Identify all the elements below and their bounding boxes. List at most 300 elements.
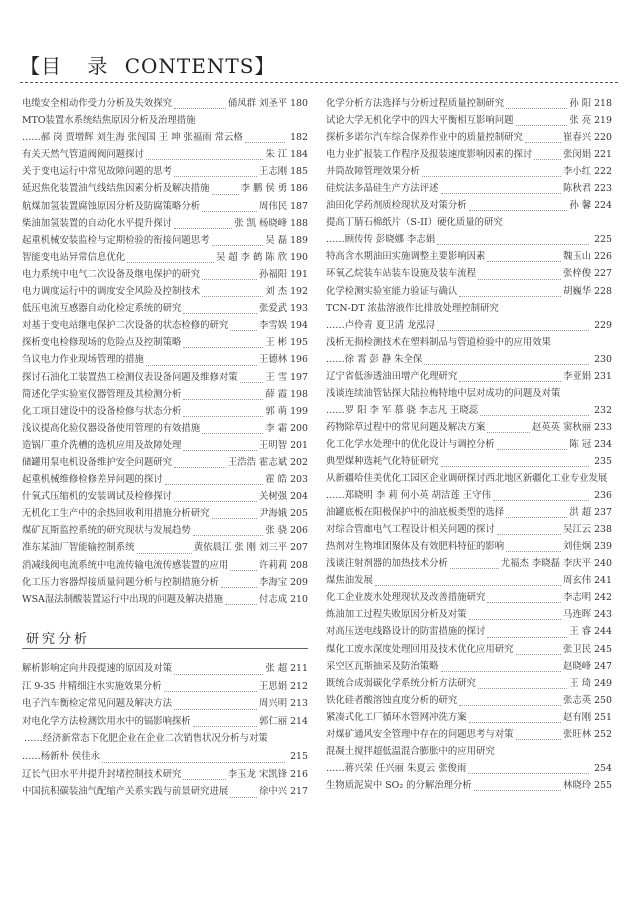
toc-entry-title: 浅议提高化验仪器设备使用管理的有效措施 — [22, 422, 201, 434]
toc-entry[interactable] — [326, 265, 612, 282]
toc-entry-title: 煤焦油发展 — [326, 575, 373, 587]
dot-leader — [202, 266, 257, 280]
toc-entry-authors: 魏玉山 — [562, 251, 592, 263]
toc-entry-authors: 张 超 — [265, 663, 288, 674]
toc-entry-page: 236 — [594, 490, 612, 502]
toc-entry-page: 252 — [594, 728, 612, 740]
toc-entry-authors: 王 雪 — [265, 371, 288, 383]
toc-entry[interactable] — [22, 369, 308, 386]
toc-entry-page: 244 — [594, 626, 612, 638]
toc-entry-title: 化学分析方法选择与分析过程质量控制研究 — [326, 98, 505, 109]
toc-entry-authors: 张 凯 杨晓峰 — [234, 217, 288, 229]
toc-entry-title: 对煤矿通风安全管理中存在的问题思考与对策 — [326, 728, 514, 740]
toc-entry-page: 254 — [594, 762, 612, 774]
toc-entry-title: 炼油加工过程失败原因分析及对策 — [326, 609, 467, 621]
toc-entry-page: 199 — [290, 405, 308, 417]
toc-entry-page: 240 — [594, 558, 612, 570]
toc-entry[interactable] — [326, 402, 612, 419]
toc-entry-title: 化学检测实验室能力验证与确认 — [326, 285, 458, 297]
toc-entry[interactable] — [22, 591, 308, 608]
toc-entry-authors: 郭 萌 — [265, 405, 288, 417]
dot-leader — [441, 180, 561, 194]
toc-entry[interactable] — [326, 675, 612, 692]
toc-entry[interactable] — [22, 660, 308, 678]
toc-entry-authors: 赵晓峰 — [562, 660, 592, 672]
toc-entry-title: 化工化学水处理中的优化设计与调控分析 — [326, 438, 495, 450]
dot-leader — [478, 675, 567, 689]
toc-entry-title: 特高含水期油田实施调整主要影响因素 — [326, 251, 486, 263]
toc-entry-title: TCN-DT 浓盐溶液作比排放处理控制研究 — [326, 302, 499, 314]
toc-entry[interactable] — [326, 368, 612, 385]
toc-entry-page: 186 — [290, 183, 308, 195]
toc-entry-title: ……卢伶青 夏卫清 龙泓浔 — [326, 319, 436, 331]
toc-entry-title: 探析多诺尔汽车综合保养作业中的质量控制研究 — [326, 132, 523, 144]
toc-entry-authors: 王 睿 — [569, 626, 592, 638]
toc-entry[interactable] — [326, 606, 612, 623]
toc-entry-title: ……蒋兴荣 任兴丽 朱夏云 张俊雨 — [326, 762, 467, 774]
dot-leader — [202, 198, 257, 212]
toc-entry-authors: 霍 皓 — [265, 474, 288, 486]
bracket-close: 】 — [254, 54, 276, 78]
toc-entry-title: 关于变电运行中常见故障问题的思考 — [22, 166, 173, 178]
toc-entry-authors: 薛 霞 — [265, 388, 288, 400]
toc-entry[interactable] — [326, 317, 612, 334]
toc-entry[interactable] — [22, 215, 308, 232]
toc-entry[interactable] — [22, 488, 308, 505]
dot-leader — [480, 402, 589, 416]
toc-entry-page: 208 — [290, 559, 308, 571]
toc-entry[interactable] — [22, 146, 308, 163]
toc-entry-title: 浅谈注射剂器的加热技术分析 — [326, 558, 448, 570]
toc-entry[interactable] — [22, 539, 308, 556]
dot-leader — [441, 453, 590, 467]
dot-leader — [525, 129, 561, 143]
toc-entry[interactable] — [22, 266, 308, 283]
dot-leader — [437, 231, 589, 245]
dot-leader — [146, 146, 263, 160]
toc-entry-page: 222 — [594, 166, 612, 178]
toc-entry-page: 213 — [290, 698, 308, 710]
toc-entry-title: 航煤加氢装置腐蚀原因分析及防腐策略分析 — [22, 200, 201, 212]
toc-entry-title: 对高压送电线路设计的防雷措施的探讨 — [326, 626, 486, 638]
toc-entry-title: 铁化硅者酸溶蚀直度分析的研究 — [326, 694, 458, 706]
toc-entry-title: 无机化工生产中的余热回收利用措施分析研究 — [22, 508, 210, 520]
toc-entry-title: 探析变电检修现场的危险点及控制策略 — [22, 337, 182, 349]
toc-entry[interactable] — [326, 641, 612, 658]
toc-entry-authors: 王志刚 — [258, 166, 288, 178]
dot-leader — [212, 180, 239, 194]
dot-leader — [437, 317, 589, 331]
toc-entry-page: 194 — [290, 320, 308, 332]
toc-entry-authors: 张闵娟 — [562, 149, 592, 161]
toc-entry-title: ……罗 阳 李 军 慕 骁 李志凡 王晓蕊 — [326, 404, 479, 416]
toc-entry[interactable] — [22, 386, 308, 403]
toc-entry-authors: 李海宝 — [258, 576, 288, 588]
toc-entry-title: 电力业扩报装工作程序及报装速度影响因素的探讨 — [326, 149, 533, 161]
toc-entry[interactable] — [22, 574, 308, 591]
toc-entry[interactable] — [22, 283, 308, 300]
dot-leader — [516, 726, 561, 740]
toc-entry-authors: 陈 冠 — [569, 438, 592, 450]
toc-entry[interactable] — [22, 522, 308, 539]
toc-entry[interactable] — [22, 766, 308, 784]
right-column — [326, 95, 612, 794]
toc-entry[interactable] — [326, 351, 612, 368]
left-column-bottom — [22, 660, 308, 801]
toc-entry-title: ……经济新常态下化肥企业在企业二次销售状况分析与对策 — [24, 733, 268, 745]
toc-entry-authors: 林晓玲 — [562, 779, 592, 791]
toc-entry[interactable] — [326, 470, 612, 487]
toc-entry-title: 辽长气田水平井提升封堵控制技术研究 — [22, 768, 182, 780]
toc-entry-title: 油田化学药剂质检现状及对策分析 — [326, 200, 467, 212]
toc-entry-title: 提高丁腈石棉纸片（S-II）硬化质量的研究 — [326, 217, 503, 229]
dot-leader — [174, 163, 257, 177]
toc-entry-title: 起重机械安装监检与定期检验的衔接问题思考 — [22, 234, 210, 246]
toc-entry[interactable] — [326, 283, 612, 300]
toc-entry[interactable] — [22, 317, 308, 334]
toc-entry-authors: 张志英 — [562, 694, 592, 706]
dot-leader — [230, 317, 257, 331]
toc-entry[interactable] — [22, 249, 308, 266]
toc-entry-title: 智能变电站异常信息优化 — [22, 251, 126, 263]
toc-entry-page: 198 — [290, 388, 308, 400]
toc-entry-title: 药物除草过程中的常见问题及解决方案 — [326, 421, 486, 433]
dot-leader — [493, 487, 589, 501]
dot-leader — [450, 555, 499, 569]
toc-entry[interactable] — [22, 300, 308, 317]
toc-entry[interactable] — [22, 471, 308, 488]
toc-entry-authors: 李 鹏 侯 勇 — [240, 183, 288, 195]
toc-entry-title: 延迟焦化装置油气线结焦因素分析及解决措施 — [22, 183, 210, 195]
toc-entry[interactable] — [326, 197, 612, 214]
toc-entry[interactable] — [22, 678, 308, 696]
toc-entry[interactable] — [326, 334, 612, 351]
toc-entry[interactable] — [326, 589, 612, 606]
toc-entry-title: MTO装置水系统结焦原因分析及治理措施 — [22, 115, 196, 127]
toc-entry[interactable] — [326, 146, 612, 163]
toc-entry[interactable] — [22, 437, 308, 454]
dot-leader — [183, 403, 263, 417]
toc-entry-authors: 孙 阳 — [569, 98, 592, 109]
toc-entry-page: 229 — [594, 319, 612, 331]
toc-entry-page: 224 — [594, 200, 612, 212]
toc-entry[interactable] — [22, 505, 308, 522]
toc-entry-page: 251 — [594, 711, 612, 723]
toc-entry[interactable] — [22, 713, 308, 731]
toc-entry-page: 214 — [290, 715, 308, 727]
toc-entry-title: 解析影响定向井段提速的原因及对策 — [22, 663, 173, 674]
toc-entry-authors: 许莉莉 — [258, 559, 288, 571]
toc-entry-title: ……徐 霄 彭 静 朱全保 — [326, 353, 423, 365]
toc-entry[interactable] — [22, 783, 308, 801]
toc-entry-page: 233 — [594, 421, 612, 433]
toc-entry[interactable] — [326, 385, 612, 402]
toc-entry-page: 215 — [290, 750, 308, 762]
toc-entry-title: 消减线阀电流系统中电流传输电流传感装置的应用 — [22, 559, 229, 571]
toc-entry-page: 249 — [594, 677, 612, 689]
toc-entry-authors: 陈秋君 — [562, 183, 592, 195]
toc-entry[interactable] — [22, 95, 308, 112]
toc-entry[interactable] — [326, 487, 612, 504]
toc-entry-authors: 李雪娱 — [258, 320, 288, 332]
toc-entry-title: 生物质泥炭中 SO₂ 的分解治理分析 — [326, 779, 472, 791]
toc-entry[interactable] — [22, 420, 308, 437]
dot-leader — [506, 538, 561, 552]
toc-entry[interactable] — [22, 748, 308, 766]
dot-leader — [375, 572, 561, 586]
toc-entry-page: 189 — [290, 234, 308, 246]
dot-leader — [240, 369, 264, 383]
toc-entry-page: 250 — [594, 694, 612, 706]
toc-entry-authors: 刘佳炯 — [562, 541, 592, 553]
toc-entry-authors: 周玄伟 — [562, 575, 592, 587]
toc-entry-title: 简述化学实验室仪器管理及其检测分析 — [22, 388, 182, 400]
left-column-top — [22, 95, 308, 608]
dot-leader — [183, 386, 263, 400]
toc-entry-page: 204 — [290, 491, 308, 503]
toc-entry-authors: 李 霜 — [265, 422, 288, 434]
toc-entry-authors: 刘 杰 — [265, 286, 288, 298]
toc-entry-page: 197 — [290, 371, 308, 383]
toc-entry-page: 195 — [290, 337, 308, 349]
toc-entry-authors: 赵英英 窦秋丽 — [531, 421, 592, 433]
toc-entry-authors: 王德林 — [258, 354, 288, 366]
toc-entry-page: 255 — [594, 779, 612, 791]
header-divider — [20, 82, 618, 83]
toc-entry-page: 241 — [594, 575, 612, 587]
toc-entry-page: 225 — [594, 234, 612, 246]
toc-entry[interactable] — [326, 538, 612, 555]
toc-entry[interactable] — [22, 232, 308, 249]
dot-leader — [441, 658, 561, 672]
section-divider — [22, 648, 308, 649]
toc-entry-page: 232 — [594, 404, 612, 416]
toc-entry[interactable] — [326, 572, 612, 589]
toc-entry-authors: 黄依晨江 张 刚 刘三平 — [193, 542, 288, 554]
toc-entry[interactable] — [326, 726, 612, 743]
toc-entry-authors: 马连晖 — [562, 609, 592, 621]
toc-entry-authors: 张旺林 — [562, 728, 592, 740]
toc-entry-title: 起重机械维修检修差异问题的探讨 — [22, 474, 163, 486]
toc-entry-page: 210 — [290, 593, 308, 605]
toc-entry-page: 239 — [594, 541, 612, 553]
dot-leader — [469, 197, 568, 211]
toc-entry-page: 207 — [290, 542, 308, 554]
toc-entry-title: ……杨新朴 侯佳永 — [22, 750, 100, 762]
toc-entry[interactable] — [326, 163, 612, 180]
toc-entry-title: 电力系统中电气二次设备及继电保护的研究 — [22, 268, 201, 280]
toc-entry-authors: 吴 磊 — [265, 234, 288, 246]
toc-entry-authors: 王明智 — [258, 439, 288, 451]
toc-entry-title: 造锅厂重介洗槽的选机应用及故障处理 — [22, 439, 182, 451]
toc-entry[interactable] — [326, 419, 612, 436]
toc-entry-authors: 崔春兴 — [562, 132, 592, 144]
dot-leader — [164, 678, 257, 693]
toc-entry[interactable] — [22, 695, 308, 713]
contents-header — [20, 50, 275, 79]
toc-entry-page: 237 — [594, 507, 612, 519]
toc-entry-page: 182 — [290, 132, 308, 144]
toc-entry[interactable] — [326, 436, 612, 453]
toc-entry-page: 203 — [290, 474, 308, 486]
toc-entry-authors: 李志明 — [562, 592, 592, 604]
toc-entry-authors: 李玉龙 宋凯锋 — [227, 768, 288, 780]
dot-leader — [469, 606, 561, 620]
toc-entry-page: 180 — [290, 98, 308, 109]
toc-entry-authors: 尤福杰 李晓磊 李庆平 — [500, 558, 592, 570]
toc-entry-title: 典型煤种选耗气化特征研究 — [326, 455, 439, 467]
toc-entry-page: 234 — [594, 438, 612, 450]
toc-entry[interactable] — [326, 231, 612, 248]
toc-entry[interactable] — [326, 129, 612, 146]
toc-entry-authors: 张卫民 — [562, 643, 592, 655]
toc-entry-title: 试论大学无机化学中的四大平衡相互影响问题 — [326, 115, 514, 127]
toc-entry-page: 196 — [290, 354, 308, 366]
toc-entry-title: 电力调度运行中的调度安全风险及控制技术 — [22, 286, 201, 298]
toc-entry-page: 217 — [290, 786, 308, 798]
toc-entry[interactable] — [326, 95, 612, 112]
toc-entry-page: 206 — [290, 525, 308, 537]
dot-leader — [174, 660, 263, 675]
toc-entry[interactable] — [326, 709, 612, 726]
toc-entry-page: 230 — [594, 353, 612, 365]
toc-entry-title: 煤化工废水深度处理回用及技术优化应用研究 — [326, 643, 514, 655]
toc-entry[interactable] — [326, 248, 612, 265]
toc-entry-page: 247 — [594, 660, 612, 672]
dot-leader — [506, 95, 567, 109]
toc-entry[interactable] — [22, 730, 308, 748]
toc-entry[interactable] — [326, 300, 612, 317]
toc-entry-title: 辽宁省低渗透油田增产化理研究 — [326, 370, 458, 382]
toc-entry-page: 202 — [290, 456, 308, 468]
dot-leader — [497, 436, 568, 450]
toc-entry[interactable] — [326, 692, 612, 709]
dot-leader — [230, 557, 257, 571]
toc-entry[interactable] — [326, 555, 612, 572]
toc-entry-authors: 洪 超 — [569, 507, 592, 519]
dot-leader — [468, 760, 589, 774]
toc-entry[interactable] — [326, 112, 612, 129]
toc-entry-authors: 王思娟 — [258, 680, 288, 692]
dot-leader — [174, 454, 226, 468]
toc-entry[interactable] — [22, 198, 308, 215]
dot-leader — [230, 783, 257, 798]
toc-entry-title: 低压电流互感器自动化检定系统的研究 — [22, 303, 182, 315]
toc-entry-title: 混凝土搅拌超低温混合膨胀中的应用研究 — [326, 745, 495, 757]
toc-entry-page: 227 — [594, 268, 612, 280]
dot-leader — [506, 504, 567, 518]
dot-leader — [459, 692, 561, 706]
dot-leader — [193, 522, 264, 536]
toc-entry-title: 探讨石油化工装置热工检测仪表设备问题及维修对策 — [22, 371, 238, 383]
toc-entry[interactable] — [22, 351, 308, 368]
dot-leader — [174, 488, 257, 502]
dot-leader — [102, 748, 285, 763]
toc-entry[interactable] — [22, 180, 308, 197]
toc-entry[interactable] — [22, 334, 308, 351]
toc-entry[interactable] — [326, 180, 612, 197]
toc-entry[interactable] — [22, 403, 308, 420]
toc-entry-title: 井筒故障管理效果分析 — [326, 166, 420, 178]
toc-entry[interactable] — [22, 163, 308, 180]
toc-entry-authors: 王浩浩 霍志斌 — [227, 456, 288, 468]
toc-entry[interactable] — [326, 777, 612, 794]
dot-leader — [174, 95, 226, 109]
toc-entry[interactable] — [326, 743, 612, 760]
toc-entry-page: 238 — [594, 524, 612, 536]
toc-entry-authors: 周兴明 — [258, 698, 288, 710]
toc-entry-title: 对综合管廊电气工程设计相关问题的探讨 — [326, 524, 495, 536]
dot-leader — [459, 283, 561, 297]
toc-entry-page: 192 — [290, 286, 308, 298]
dot-leader — [424, 351, 589, 365]
dot-leader — [165, 471, 264, 485]
toc-entry-title: 环氧乙烷装车站装车设施及装车流程 — [326, 268, 477, 280]
toc-entry-authors: 李亚娟 — [562, 370, 592, 382]
toc-entry-title: ……郝 岗 贾增辉 刘生海 张闯国 王 坤 张福雨 常云格 — [22, 132, 243, 144]
toc-entry-title: WSA湿法制酸装置运行中出现的问题及解决措施 — [22, 593, 223, 605]
toc-entry-page: 211 — [290, 663, 308, 674]
dot-leader — [146, 351, 257, 365]
toc-entry-authors: 张 亮 — [569, 115, 592, 127]
toc-entry-authors: 关树强 — [258, 491, 288, 503]
toc-entry-title: 浅谈连续油管钻探大陆拉梅特地中层对成功的问题及对策 — [326, 387, 561, 399]
dot-leader — [193, 713, 257, 728]
toc-entry[interactable] — [326, 521, 612, 538]
toc-entry-authors: 朱 江 — [265, 149, 288, 161]
toc-entry[interactable] — [326, 214, 612, 231]
dot-leader — [221, 574, 257, 588]
dot-leader — [127, 249, 214, 263]
toc-entry-title: 刍议电力作业现场管理的措施 — [22, 354, 144, 366]
toc-entry-authors: 周伟民 — [258, 200, 288, 212]
toc-entry-page: 231 — [594, 370, 612, 382]
toc-entry-title: ……顾传传 彭晓娜 李志娟 — [326, 234, 436, 246]
dot-leader — [202, 283, 263, 297]
toc-entry[interactable] — [326, 453, 612, 470]
toc-entry-page: 187 — [290, 200, 308, 212]
toc-entry-authors: 吴 超 李 鹤 陈 欣 — [215, 251, 288, 263]
toc-entry-page: 209 — [290, 576, 308, 588]
toc-entry-title: 化工企业废水处理现状及改善措施研究 — [326, 592, 486, 604]
toc-entry-page: 245 — [594, 643, 612, 655]
toc-entry-title: 什氧式压缩机的安装调试及检修探讨 — [22, 491, 173, 503]
toc-entry[interactable] — [22, 112, 308, 129]
dot-leader — [534, 146, 561, 160]
toc-entry-page: 193 — [290, 303, 308, 315]
toc-entry-page: 188 — [290, 217, 308, 229]
section-title: 研究分析 — [26, 632, 91, 647]
toc-entry-title: 硅烷法多晶硅生产方法评述 — [326, 183, 439, 195]
toc-entry[interactable] — [326, 760, 612, 777]
contents-title-en: CONTENTS — [124, 54, 255, 78]
toc-entry[interactable] — [326, 658, 612, 675]
dot-leader — [174, 215, 232, 229]
toc-entry[interactable] — [326, 623, 612, 640]
toc-entry-title: 准东某油厂智能输控制系统 — [22, 542, 135, 554]
toc-entry-title: 对基于变电站继电保护二次设备的状态检修的研究 — [22, 320, 229, 332]
toc-entry-authors: 王 琦 — [569, 677, 592, 689]
toc-entry[interactable] — [22, 454, 308, 471]
dot-leader — [487, 589, 561, 603]
toc-entry-page: 212 — [290, 680, 308, 692]
toc-entry[interactable] — [326, 504, 612, 521]
dot-leader — [183, 437, 257, 451]
toc-entry-authors: 孙福阳 — [258, 268, 288, 280]
toc-entry[interactable] — [22, 557, 308, 574]
toc-entry[interactable] — [22, 129, 308, 146]
toc-entry-page: 242 — [594, 592, 612, 604]
